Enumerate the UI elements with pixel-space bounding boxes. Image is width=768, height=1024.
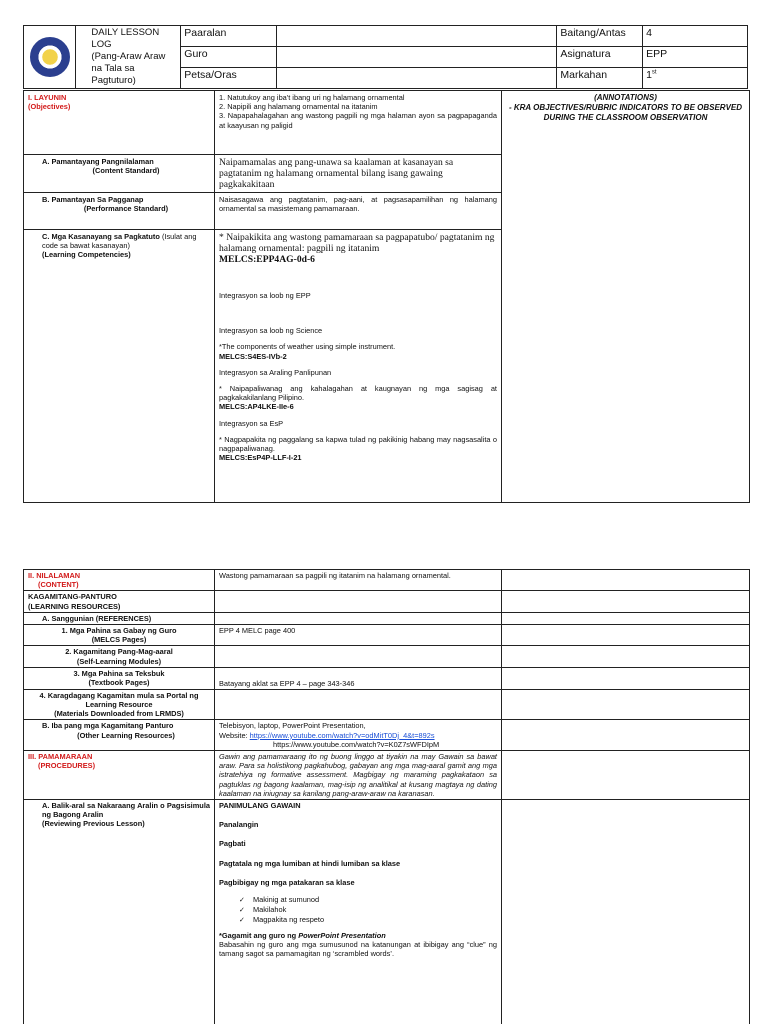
- gabay-guro-label: [24, 625, 215, 646]
- nilalaman-annotation: [502, 570, 750, 591]
- b-sub: (Performance Standard): [83, 204, 169, 214]
- check-icon: ✓: [239, 916, 245, 925]
- science-code: MELCS:S4ES-IVb-2: [219, 351, 287, 361]
- integrasyon-esp: Integrasyon sa EsP: [219, 418, 284, 428]
- iba-line1: Telebisyon, laptop, PowerPoint Presentation,: [219, 721, 366, 731]
- pamamaraan-text: Gawin ang pamamaraang ito ng buong linggo at tiyakin na may Gawain sa bawat araw. Para sa holistikong pagkahubog, gabayan ang mga mag-aaral gamit ang mga istratehiya ng formative assessment. Magbigay ng maraming pagkakataon sa pagtuklas ng bagong kaalaman, mag-isip ng analitikal at kusang magtaya ng dating kaalaman na iniugnay sa kanilang pang-araw-araw na karanasan.: [215, 751, 502, 800]
- objectives-table: [23, 90, 750, 503]
- check-icon: ✓: [239, 906, 245, 915]
- header-table: [23, 25, 748, 89]
- nilalaman-label-cell: [24, 570, 215, 591]
- ppt-text: Babasahin ng guro ang mga sumusunod na katanungan at ibibigay ang “clue” ng tamang sagot sa pamamagitan ng ‘scrambled words’.: [219, 940, 497, 959]
- list-item: [239, 895, 497, 905]
- references-value: [215, 612, 502, 624]
- other-resources-text: [215, 720, 502, 751]
- performance-standard-label: [24, 193, 215, 230]
- iba-sub: (Other Learning Resources): [77, 730, 175, 740]
- balik-aral-annotation: [502, 800, 750, 1024]
- portal-label: [24, 689, 215, 720]
- other-resources-annotation: [502, 720, 750, 751]
- layunin-item: 3. Napapahalagahan ang wastong pagpili ng mga halaman ayon sa pagpapaganda at kaayusan ng paligid: [219, 111, 497, 130]
- ppt-name: PowerPoint Presentation: [298, 931, 386, 941]
- guro-value: [277, 47, 557, 68]
- asignatura-label: Asignatura: [557, 47, 643, 68]
- rule-text: Makinig at sumunod: [253, 895, 320, 905]
- teksbuk-text: Batayang aklat sa EPP 4 – page 343-346: [215, 667, 502, 689]
- science-text: *The components of weather using simple instrument.: [219, 342, 396, 352]
- nilalaman-text: Wastong pamamaraan sa pagpili ng itatanim na halamang ornamental.: [215, 570, 502, 591]
- youtube-link-1[interactable]: https://www.youtube.com/watch?v=odMitT0Dj_4&t=892s: [249, 730, 435, 740]
- ap-code: MELCS:AP4LKE-IIe-6: [219, 402, 294, 412]
- deped-seal-cell: [24, 26, 76, 89]
- ap-text: * Naipapaliwanag ang kahalagahan at kaugnayan ng mga sagisag at pagkakakilanlang Pilipino.: [219, 384, 497, 403]
- resources-value: [215, 591, 502, 612]
- learning-competencies-label: [24, 230, 215, 503]
- slm-sub: (Self-Learning Modules): [76, 656, 162, 666]
- content-standard-text: Naipamamalas ang pang-unawa sa kaalaman at kasanayan sa pagtatanim ng halamang ornamental bilang isang gawaing pagkakakitaan: [215, 155, 502, 193]
- check-icon: ✓: [239, 896, 245, 905]
- integrasyon-epp: Integrasyon sa loob ng EPP: [219, 291, 311, 300]
- website-line: [219, 731, 497, 740]
- deped-seal-logo: [30, 37, 70, 77]
- balik-aral-label: [24, 800, 215, 1024]
- portal-value: [215, 689, 502, 720]
- pamamaraan-sub: (PROCEDURES): [38, 761, 96, 771]
- teks-label-line: 3. Mga Pahina sa Teksbuk: [73, 668, 165, 678]
- rule-text: Magpakita ng respeto: [253, 915, 325, 925]
- c-code: MELCS:EPP4AG-0d-6: [219, 254, 315, 265]
- petsa-label: Petsa/Oras: [181, 68, 277, 89]
- layunin-items: [215, 91, 502, 155]
- pagtatala: Pagtatala ng mga lumiban at hindi lumiban sa klase: [219, 858, 401, 868]
- resources-sub: (LEARNING RESOURCES): [28, 601, 121, 611]
- annotations-text: - KRA OBJECTIVES/RUBRIC INDICATORS TO BE OBSERVED DURING THE CLASSROOM OBSERVATION: [508, 103, 743, 122]
- portal-label-line: 4. Karagdagang Kagamitan mula sa Portal ng Learning Resource: [39, 690, 199, 710]
- balik-label: A. Balik-aral sa Nakaraang Aralin o Pagsisimula ng Bagong Aralin: [42, 801, 210, 820]
- baitang-value: 4: [643, 26, 748, 47]
- b-label: B. Pamantayan Sa Pagganap: [42, 195, 144, 204]
- references-annotation: [502, 612, 750, 624]
- pamamaraan-label: III. PAMAMARAAN: [28, 752, 93, 762]
- esp-code: MELCS:EsP4P-LLF-I-21: [219, 453, 302, 463]
- guro-label: 1. Mga Pahina sa Gabay ng Guro: [61, 626, 177, 636]
- slm-label: [24, 646, 215, 667]
- youtube-link-2[interactable]: https://www.youtube.com/watch?v=K0Z7sWFDIpM: [273, 739, 440, 749]
- references-label: A. Sanggunian (REFERENCES): [24, 612, 215, 624]
- annotations-title: (ANNOTATIONS): [594, 93, 657, 102]
- asignatura-value: EPP: [643, 47, 748, 68]
- layunin-label: I. LAYUNIN: [28, 93, 67, 102]
- resources-label: KAGAMITANG-PANTURO: [28, 592, 117, 602]
- gabay-guro-annotation: [502, 625, 750, 646]
- content-standard-label: [24, 155, 215, 193]
- layunin-item: 2. Napipili ang halamang ornamental na itatanim: [219, 102, 378, 112]
- portal-annotation: [502, 689, 750, 720]
- a-label: A. Pamantayang Pangnilalaman: [42, 157, 154, 166]
- balik-sub: (Reviewing Previous Lesson): [42, 819, 145, 829]
- teks-sub: (Textbook Pages): [88, 678, 150, 688]
- teksbuk-label: [24, 667, 215, 689]
- petsa-value: [277, 68, 557, 89]
- list-item: [239, 905, 497, 915]
- slm-label-line: 2. Kagamitang Pang-Mag-aaral: [65, 647, 173, 657]
- markahan-value: [643, 68, 748, 89]
- paaralan-value: [277, 26, 557, 47]
- baitang-label: Baitang/Antas: [557, 26, 643, 47]
- integrasyon-ap: Integrasyon sa Araling Panlipunan: [219, 367, 332, 377]
- other-resources-label: [24, 720, 215, 751]
- nilalaman-sub: (CONTENT): [38, 580, 79, 590]
- layunin-sub: (Objectives): [28, 102, 71, 112]
- learning-competencies-text: [215, 230, 502, 503]
- gabay-guro-text: EPP 4 MELC page 400: [215, 625, 502, 646]
- iba-label: B. Iba pang mga Kagamitang Panturo: [42, 721, 174, 731]
- annotations-cell: [502, 91, 750, 503]
- pagbati: Pagbati: [219, 839, 246, 849]
- markahan-label: Markahan: [557, 68, 643, 89]
- ppt-line: [219, 931, 497, 940]
- a-sub: (Content Standard): [92, 166, 160, 176]
- rules-list: [239, 895, 497, 925]
- patakaran: Pagbibigay ng mga patakaran sa klase: [219, 877, 355, 887]
- paaralan-label: Paaralan: [181, 26, 277, 47]
- esp-text: * Nagpapakita ng paggalang sa kapwa tulad ng pakikinig habang may nagsasalita o nagpapaliwanag.: [219, 434, 497, 454]
- pamamaraan-label-cell: [24, 751, 215, 800]
- c-main: * Naipakikita ang wastong pamamaraan sa pagpapatubo/ pagtatanim ng halamang ornamental: pagpili ng itatanim: [219, 232, 495, 254]
- rule-text: Makilahok: [253, 905, 287, 915]
- list-item: [239, 915, 497, 925]
- slm-value: [215, 646, 502, 667]
- c-label-rest: (Isulat ang code sa bawat kasanayan): [42, 232, 197, 251]
- pamamaraan-annotation: [502, 751, 750, 800]
- layunin-item: 1. Natutukoy ang iba't ibang uri ng halamang ornamental: [219, 93, 405, 102]
- portal-sub: (Materials Downloaded from LRMDS): [54, 709, 184, 719]
- resources-annotation: [502, 591, 750, 612]
- nilalaman-label: II. NILALAMAN: [28, 571, 81, 580]
- performance-standard-text: Naisasagawa ang pagtatanim, pag-aani, at pagsasapamilihan ng halamang ornamental sa masistemang pamamaraan.: [215, 193, 502, 230]
- markahan-number: 1: [646, 69, 652, 81]
- website-label: Website:: [219, 730, 250, 740]
- layunin-label-cell: [24, 91, 215, 155]
- panimulang-gawain: PANIMULANG GAWAIN: [219, 801, 301, 811]
- integrasyon-science: Integrasyon sa loob ng Science: [219, 326, 323, 336]
- guro-label: Guro: [181, 47, 277, 68]
- guro-sub: (MELCS Pages): [91, 635, 147, 645]
- panalangin: Panalangin: [219, 820, 259, 830]
- slm-annotation: [502, 646, 750, 667]
- markahan-suffix: st: [651, 69, 657, 76]
- teksbuk-annotation: [502, 667, 750, 689]
- c-label: C. Mga Kasanayang sa Pagkatuto: [42, 232, 160, 241]
- title-line-1: DAILY LESSON LOG: [91, 27, 160, 50]
- title-line-2: (Pang-Araw Araw na Tala sa Pagtuturo): [91, 51, 166, 86]
- content-table: [23, 569, 750, 1024]
- c-sub: (Learning Competencies): [42, 250, 131, 260]
- ppt-prefix: *Gagamit ang guro ng: [219, 931, 299, 941]
- header-title: [76, 26, 181, 89]
- balik-aral-content: [215, 800, 502, 1024]
- resources-label-cell: [24, 591, 215, 612]
